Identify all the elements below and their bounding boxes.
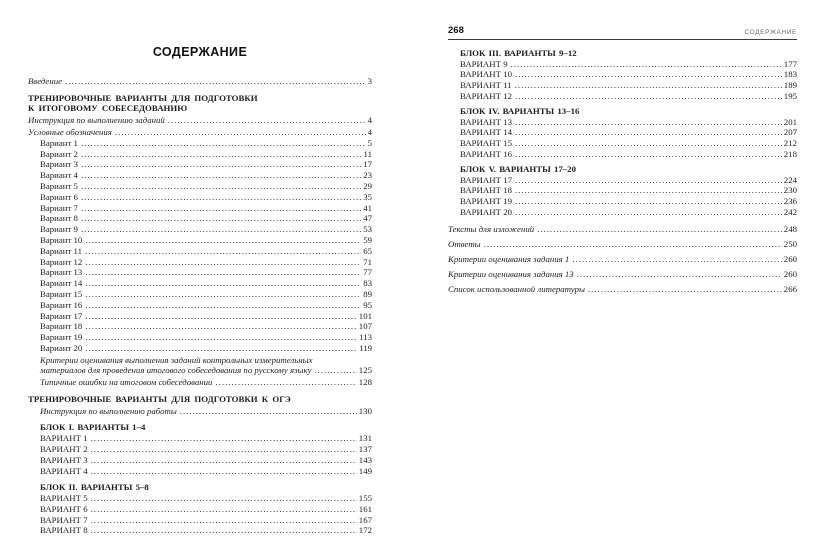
toc-page-number: 266 xyxy=(783,284,797,295)
toc-entry-last-line xyxy=(40,444,372,455)
toc-entry-last-line xyxy=(460,185,797,196)
dot-leader xyxy=(85,267,361,278)
toc-section-heading xyxy=(448,106,797,117)
toc-entry-label: Вариант 18 xyxy=(40,321,83,332)
toc-entry-line: ТРЕНИРОВОЧНЫЕ ВАРИАНТЫ ДЛЯ ПОДГОТОВКИ xyxy=(28,92,258,103)
page-number: 268 xyxy=(448,25,464,36)
toc-entry xyxy=(28,181,372,192)
toc-page-number: 177 xyxy=(783,58,797,69)
toc-page-number: 5 xyxy=(367,137,372,148)
toc-entry-last-line xyxy=(460,80,797,91)
dot-leader xyxy=(511,59,782,70)
toc-entry-last-line xyxy=(448,269,797,280)
dot-leader xyxy=(115,127,366,138)
toc-entry-last-line xyxy=(40,289,372,300)
toc-entry-label: Вариант 13 xyxy=(40,267,83,278)
toc-entry xyxy=(28,444,372,455)
toc-entry xyxy=(448,127,797,138)
toc-page-number: 17 xyxy=(363,159,372,170)
toc-page-number: 189 xyxy=(783,80,797,91)
toc-page-number: 143 xyxy=(358,454,372,465)
dot-leader xyxy=(168,115,366,126)
toc-entry-label: ВАРИАНТ 10 xyxy=(460,69,512,80)
toc-page-number: 155 xyxy=(358,492,372,503)
running-title: СОДЕРЖАНИЕ xyxy=(744,29,797,36)
toc-entry xyxy=(28,504,372,515)
toc-page-number: 242 xyxy=(783,206,797,217)
dot-leader xyxy=(85,246,361,257)
toc-page-number: 23 xyxy=(363,170,372,181)
dot-leader xyxy=(91,515,357,526)
toc-page-number: 172 xyxy=(358,525,372,536)
toc-entry-last-line xyxy=(40,192,372,203)
toc-page-number: 3 xyxy=(367,76,372,86)
toc-page-number: 11 xyxy=(363,148,372,159)
toc-entry-last-line xyxy=(40,455,372,466)
dot-leader xyxy=(515,207,782,218)
toc-entry-label: Вариант 3 xyxy=(40,159,78,170)
toc-page-number: 201 xyxy=(783,116,797,127)
toc-entry-label: ВАРИАНТ 2 xyxy=(40,444,88,455)
toc-entry-label: Типичные ошибки на итоговом собеседовании xyxy=(40,377,213,388)
dot-leader xyxy=(85,311,356,322)
toc-entry-label: Критерии оценивания задания 13 xyxy=(448,269,574,280)
toc-entry-label: Вариант 8 xyxy=(40,213,78,224)
toc-entry-last-line xyxy=(448,224,797,235)
left-page xyxy=(28,0,372,536)
toc-page-number: 260 xyxy=(783,253,797,264)
toc-entry-label: Вариант 6 xyxy=(40,191,78,202)
toc-entry-last-line xyxy=(40,138,372,149)
toc-entry xyxy=(28,321,372,332)
dot-leader xyxy=(85,235,361,246)
toc-page-number: 183 xyxy=(783,69,797,80)
toc-entry-label: Список использованной литературы xyxy=(448,284,585,295)
toc-entry xyxy=(28,127,372,138)
toc-entry-last-line xyxy=(40,278,372,289)
toc-entry xyxy=(28,235,372,246)
toc-page-number: 224 xyxy=(783,174,797,185)
toc-entry-label: Вариант 19 xyxy=(40,332,83,343)
toc-entry-last-line xyxy=(40,246,372,257)
dot-leader xyxy=(515,127,782,138)
toc-entry-label: ВАРИАНТ 6 xyxy=(40,503,88,514)
toc-entry-label: ВАРИАНТ 17 xyxy=(460,174,512,185)
toc-entry-last-line xyxy=(40,433,372,444)
toc-page-number: 59 xyxy=(363,234,372,245)
toc-page-number: 113 xyxy=(359,332,372,343)
right-page xyxy=(448,0,797,295)
toc-entry-last-line xyxy=(460,149,797,160)
running-header xyxy=(448,25,797,40)
dot-leader xyxy=(81,181,361,192)
dot-leader xyxy=(515,80,782,91)
toc-entry-label: Вариант 4 xyxy=(40,170,78,181)
toc-entry-last-line xyxy=(460,175,797,186)
dot-leader xyxy=(85,278,361,289)
toc-entry xyxy=(28,406,372,417)
toc-entry-last-line xyxy=(460,91,797,102)
dot-leader xyxy=(91,444,357,455)
toc-entry-label: БЛОК IV. ВАРИАНТЫ 13–16 xyxy=(460,106,580,117)
toc-page-number: 131 xyxy=(358,433,372,444)
toc-entry-last-line xyxy=(40,422,372,433)
dot-leader xyxy=(85,321,356,332)
dot-leader xyxy=(91,504,357,515)
dot-leader xyxy=(91,525,357,536)
toc-page-number: 95 xyxy=(363,299,372,310)
toc-entry-label: ВАРИАНТ 7 xyxy=(40,514,88,525)
toc-entry-last-line xyxy=(40,321,372,332)
toc-entry xyxy=(28,257,372,268)
dot-leader xyxy=(215,377,356,388)
dot-leader xyxy=(484,239,782,250)
toc-entry xyxy=(28,115,372,126)
toc-page-number: 250 xyxy=(783,238,797,249)
dot-leader xyxy=(515,196,782,207)
dot-leader xyxy=(91,466,357,477)
dot-leader xyxy=(81,203,361,214)
toc-entry-last-line xyxy=(40,224,372,235)
toc-page-number: 29 xyxy=(363,180,372,191)
toc-entry-last-line xyxy=(40,267,372,278)
toc-entry-label: Вариант 5 xyxy=(40,180,78,191)
toc-entry-label: ВАРИАНТ 11 xyxy=(460,80,512,91)
toc-entry xyxy=(28,213,372,224)
toc-entry-label: Вариант 1 xyxy=(40,137,78,148)
toc-entry-label: Вариант 12 xyxy=(40,256,83,267)
toc-title: СОДЕРЖАНИЕ xyxy=(152,45,248,59)
toc-entry-label: ВАРИАНТ 19 xyxy=(460,196,512,207)
toc-entry-last-line xyxy=(40,482,372,493)
dot-leader xyxy=(515,138,782,149)
toc-entry-last-line xyxy=(460,164,797,175)
toc-entry xyxy=(28,278,372,289)
toc-entry-label: ВАРИАНТ 8 xyxy=(40,525,88,536)
toc-entry xyxy=(448,207,797,218)
toc-entry xyxy=(28,466,372,477)
toc-entry-last-line xyxy=(40,149,372,160)
toc-section-heading xyxy=(28,394,372,405)
toc-entry xyxy=(28,192,372,203)
toc-entry xyxy=(28,355,372,376)
toc-entry xyxy=(28,149,372,160)
toc-entry-last-line xyxy=(40,159,372,170)
dot-leader xyxy=(81,170,361,181)
dot-leader xyxy=(85,343,357,354)
dot-leader xyxy=(81,224,361,235)
toc-entry xyxy=(28,343,372,354)
toc-entry-last-line xyxy=(28,394,372,405)
toc-entry-label: БЛОК II. ВАРИАНТЫ 5–8 xyxy=(40,482,149,493)
toc-entry xyxy=(448,254,797,265)
toc-entry-label: ВАРИАНТ 9 xyxy=(460,58,508,69)
toc-page-number: 137 xyxy=(358,444,372,455)
toc-entry-last-line xyxy=(40,515,372,526)
toc-entry-label: Вариант 11 xyxy=(40,245,83,256)
toc-page-number: 218 xyxy=(783,148,797,159)
toc-section-heading xyxy=(448,164,797,175)
toc-entry-label: ВАРИАНТ 15 xyxy=(460,138,512,149)
toc-entry xyxy=(448,91,797,102)
toc-entry-label: БЛОК V. ВАРИАНТЫ 17–20 xyxy=(460,164,576,175)
toc-page-number: 107 xyxy=(358,321,372,332)
toc-entry xyxy=(28,515,372,526)
toc-entry xyxy=(28,76,372,87)
toc-entry-label: Ответы xyxy=(448,238,481,249)
toc-entry-label: ВАРИАНТ 13 xyxy=(460,116,512,127)
toc-entry-label: Вариант 14 xyxy=(40,278,83,289)
toc-page-number: 212 xyxy=(783,138,797,149)
toc-entry xyxy=(28,289,372,300)
toc-page-number: 53 xyxy=(363,224,372,235)
toc-entry xyxy=(28,224,372,235)
toc-entry-label: Вариант 10 xyxy=(40,234,83,245)
toc-page-number: 236 xyxy=(783,196,797,207)
toc-entry xyxy=(448,284,797,295)
toc-entry xyxy=(448,80,797,91)
toc-entry-last-line xyxy=(448,254,797,265)
toc-entry-label: Вариант 16 xyxy=(40,299,83,310)
toc-entry-label: ТРЕНИРОВОЧНЫЕ ВАРИАНТЫ ДЛЯ ПОДГОТОВКИ К ОГЭ xyxy=(28,393,291,404)
toc-page-number: 248 xyxy=(783,223,797,234)
toc-entry-last-line xyxy=(40,300,372,311)
dot-leader xyxy=(515,149,782,160)
toc-entry-label: Вариант 15 xyxy=(40,288,83,299)
toc-section-heading xyxy=(448,48,797,59)
dot-leader xyxy=(91,455,357,466)
toc-entry-last-line xyxy=(40,311,372,322)
dot-leader xyxy=(588,284,782,295)
dot-leader xyxy=(81,159,361,170)
toc-entry xyxy=(448,69,797,80)
toc-entry-last-line xyxy=(40,493,372,504)
toc-entry-last-line xyxy=(460,138,797,149)
dot-leader xyxy=(81,149,362,160)
toc-entry xyxy=(28,159,372,170)
toc-entry-last-line xyxy=(40,203,372,214)
toc-page-number: 161 xyxy=(358,503,372,514)
dot-leader xyxy=(85,289,361,300)
toc-page-number: 119 xyxy=(359,342,372,353)
toc-entry xyxy=(448,117,797,128)
toc-entry-last-line xyxy=(40,504,372,515)
toc-page-number: 101 xyxy=(358,310,372,321)
toc-entry xyxy=(28,203,372,214)
dot-leader xyxy=(81,138,366,149)
toc-entry-label: ВАРИАНТ 20 xyxy=(460,206,512,217)
toc-page-number: 89 xyxy=(363,288,372,299)
toc-page-number: 230 xyxy=(783,185,797,196)
toc-page-number: 128 xyxy=(358,377,372,388)
dot-leader xyxy=(515,117,782,128)
toc-entry-last-line xyxy=(28,103,372,114)
toc-page-number: 260 xyxy=(783,269,797,280)
toc-entry-last-line xyxy=(460,117,797,128)
toc-entry-label: Инструкция по выполнению заданий xyxy=(28,115,165,125)
dot-leader xyxy=(81,213,361,224)
toc-entry xyxy=(28,138,372,149)
dot-leader xyxy=(537,224,782,235)
toc-page-number: 167 xyxy=(358,514,372,525)
toc-entry-label: ВАРИАНТ 5 xyxy=(40,492,88,503)
toc-entry-last-line xyxy=(40,525,372,536)
toc-entry-label: ВАРИАНТ 1 xyxy=(40,433,88,444)
toc-entry xyxy=(28,246,372,257)
dot-leader xyxy=(85,332,357,343)
toc-entry xyxy=(448,224,797,235)
dot-leader xyxy=(91,433,357,444)
right-toc-list xyxy=(448,48,797,295)
toc-entry-label: ВАРИАНТ 16 xyxy=(460,148,512,159)
toc-page-number: 195 xyxy=(783,90,797,101)
toc-entry-label: Вариант 20 xyxy=(40,342,83,353)
toc-entry-label: Вариант 7 xyxy=(40,202,78,213)
dot-leader xyxy=(314,365,356,376)
dot-leader xyxy=(85,257,361,268)
dot-leader xyxy=(85,300,361,311)
toc-page-number: 4 xyxy=(367,127,372,137)
toc-entry-last-line xyxy=(40,235,372,246)
dot-leader xyxy=(65,76,366,87)
toc-entry xyxy=(28,170,372,181)
toc-entry xyxy=(448,185,797,196)
toc-entry-last-line xyxy=(40,377,372,388)
dot-leader xyxy=(180,406,357,417)
toc-entry-last-line xyxy=(460,106,797,117)
toc-page-number: 65 xyxy=(363,245,372,256)
toc-entry-last-line xyxy=(40,170,372,181)
toc-entry xyxy=(448,59,797,70)
toc-entry-label: материалов для проведения итогового собеседования по русскому языку xyxy=(40,365,312,376)
toc-entry xyxy=(28,433,372,444)
toc-entry xyxy=(28,332,372,343)
toc-entry xyxy=(448,196,797,207)
toc-entry xyxy=(28,525,372,536)
toc-entry-last-line xyxy=(28,76,372,87)
toc-page-number: 130 xyxy=(358,405,372,416)
toc-entry xyxy=(448,175,797,186)
toc-entry xyxy=(28,493,372,504)
toc-entry-last-line xyxy=(28,127,372,138)
toc-entry-last-line xyxy=(460,127,797,138)
dot-leader xyxy=(91,493,357,504)
toc-entry-label: БЛОК III. ВАРИАНТЫ 9–12 xyxy=(460,48,577,58)
toc-page-number: 77 xyxy=(363,267,372,278)
toc-entry xyxy=(448,138,797,149)
toc-page-number: 35 xyxy=(363,191,372,202)
toc-page-number: 71 xyxy=(363,256,372,267)
toc-entry-label: Вариант 2 xyxy=(40,148,78,159)
toc-page-number: 207 xyxy=(783,127,797,138)
toc-page-number: 41 xyxy=(363,202,372,213)
toc-section-heading xyxy=(28,93,372,114)
left-toc-list xyxy=(28,76,372,536)
toc-entry-last-line xyxy=(40,213,372,224)
toc-entry xyxy=(448,239,797,250)
toc-page-number: 4 xyxy=(367,115,372,125)
toc-page-number: 47 xyxy=(363,213,372,224)
toc-entry-label: Вариант 17 xyxy=(40,310,83,321)
dot-leader xyxy=(515,91,782,102)
toc-entry xyxy=(28,455,372,466)
toc-page-number: 125 xyxy=(358,365,372,376)
toc-entry-last-line xyxy=(40,332,372,343)
toc-page-number: 149 xyxy=(358,465,372,476)
toc-entry xyxy=(28,311,372,322)
dot-leader xyxy=(515,69,782,80)
toc-entry xyxy=(448,149,797,160)
toc-entry xyxy=(28,267,372,278)
toc-entry xyxy=(28,377,372,388)
toc-section-heading xyxy=(28,422,372,433)
toc-entry-label: Тексты для изложений xyxy=(448,223,535,234)
toc-entry-label: Вариант 9 xyxy=(40,224,78,235)
toc-entry-last-line xyxy=(40,466,372,477)
toc-entry-label: ВАРИАНТ 14 xyxy=(460,127,512,138)
toc-entry xyxy=(448,269,797,280)
dot-leader xyxy=(572,254,781,265)
toc-entry-last-line xyxy=(40,257,372,268)
toc-entry-label: Введение xyxy=(28,76,63,86)
toc-section-heading xyxy=(28,482,372,493)
toc-entry-line: Критерии оценивания выполнения заданий контрольных измерительных xyxy=(40,354,313,365)
toc-entry-last-line xyxy=(460,69,797,80)
toc-entry-last-line xyxy=(40,406,372,417)
toc-entry-last-line xyxy=(448,239,797,250)
dot-leader xyxy=(515,175,782,186)
toc-entry-last-line xyxy=(460,196,797,207)
toc-page-number: 83 xyxy=(363,278,372,289)
toc-entry-last-line xyxy=(40,181,372,192)
toc-entry-last-line xyxy=(40,365,372,376)
toc-entry-label: БЛОК I. ВАРИАНТЫ 1–4 xyxy=(40,422,146,433)
toc-entry-label: Критерии оценивания задания 1 xyxy=(448,253,570,264)
toc-entry-last-line xyxy=(460,207,797,218)
toc-entry-last-line xyxy=(40,343,372,354)
toc-entry-label: К ИТОГОВОМУ СОБЕСЕДОВАНИЮ xyxy=(28,103,188,113)
toc-entry-label: ВАРИАНТ 18 xyxy=(460,185,512,196)
toc-entry-label: ВАРИАНТ 3 xyxy=(40,454,88,465)
toc-entry-label: ВАРИАНТ 4 xyxy=(40,465,88,476)
toc-entry-last-line xyxy=(28,115,372,126)
toc-entry-last-line xyxy=(460,48,797,59)
toc-entry-last-line xyxy=(448,284,797,295)
dot-leader xyxy=(515,185,782,196)
toc-entry-last-line xyxy=(460,59,797,70)
dot-leader xyxy=(81,192,361,203)
toc-entry-label: ВАРИАНТ 12 xyxy=(460,90,512,101)
toc-entry-label: Инструкция по выполнению работы xyxy=(40,405,177,416)
dot-leader xyxy=(577,269,782,280)
toc-entry xyxy=(28,300,372,311)
toc-entry-label: Условные обозначения xyxy=(28,127,112,137)
